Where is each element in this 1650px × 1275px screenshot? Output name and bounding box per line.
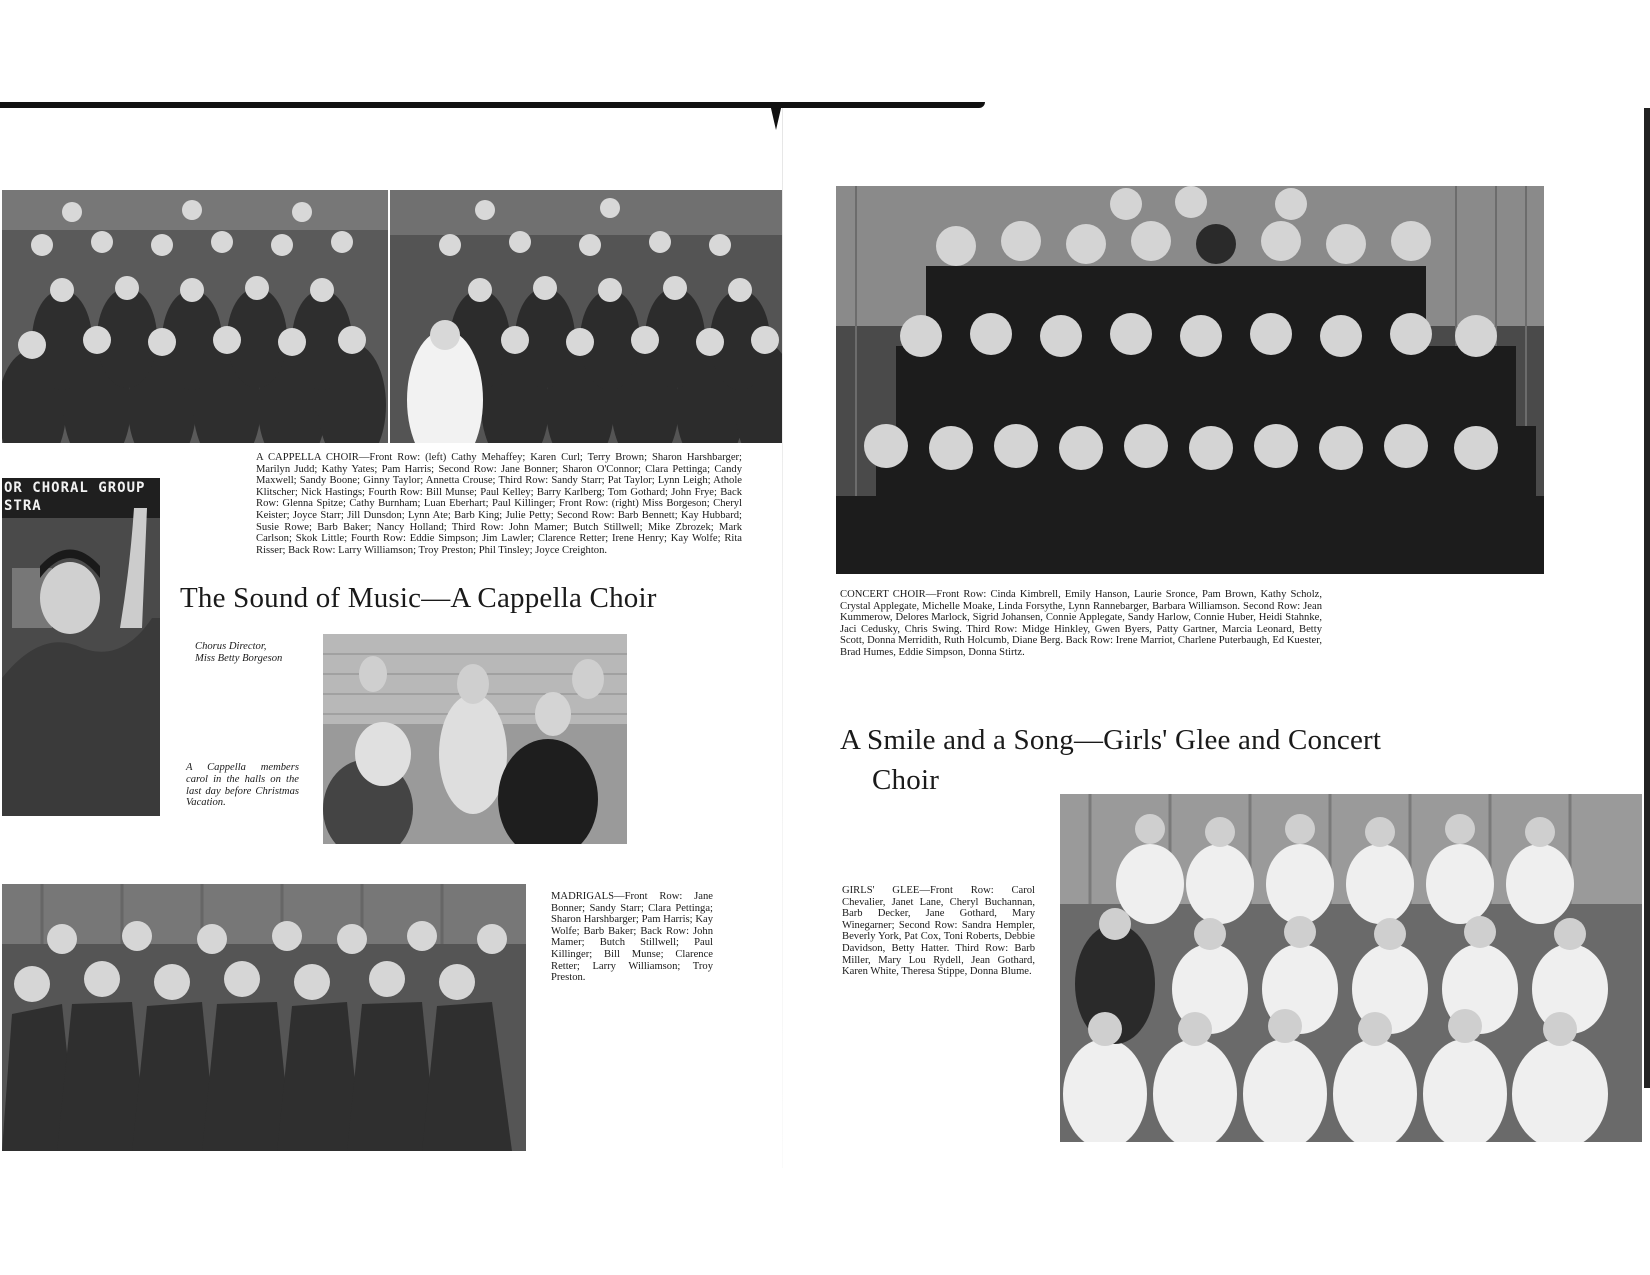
acappella-photo-right	[390, 190, 782, 443]
madrigals-photo	[2, 884, 526, 1151]
concert-choir-caption	[840, 589, 1322, 659]
acappella-headline: The Sound of Music—A Cappella Choir	[180, 582, 657, 614]
girls-glee-caption-label: GIRLS' GLEE—	[842, 885, 930, 896]
hallway-caption: A Cappella members carol in the halls on the last day before Christmas Vacation.	[186, 762, 299, 809]
acappella-photo-left	[2, 190, 388, 443]
page-gutter	[782, 108, 783, 1168]
madrigals-caption-body: Front Row: Jane Bonner; Sandy Starr; Clara Pettinga; Sharon Harshbarger; Pam Harris; Kay Wolfe; Barb Baker; Back Row: John Mamer; Butch Stillwell; Paul Killinger; Bill Munse; Clarence Retter; Larry Williamson; Troy Preston.	[551, 891, 713, 984]
page-top-edge	[0, 102, 985, 108]
acappella-caption	[256, 452, 742, 556]
director-photo-sign-line-2: STRA	[4, 498, 42, 514]
director-photo-sign-line-1: OR CHORAL GROUP	[4, 480, 146, 496]
glee-concert-headline-line-1: A Smile and a Song—Girls' Glee and Concert	[840, 724, 1382, 756]
director-caption-line-1: Chorus Director,	[195, 641, 267, 652]
concert-choir-caption-body: Front Row: Cinda Kimbrell, Emily Hanson, Laurie Sronce, Pam Brown, Kathy Scholz, Crystal Applegate, Michelle Moake, Linda Forsythe, Lynn Rannebarger, Barbara Williamson. Second Row: Jean Kummerow, Delores Marlock, Sigrid Johansen, Connie Applegate, Sandy Harlow, Connie Huber, Heidi Stahnke, Jaci Cedusky, Chris Swing. Third Row: Midge Hinkley, Gwen Byers, Patty Gartner, Marcia Leonard, Betty Scott, Donna Merridith, Ruth Holcumb, Diane Berg. Back Row: Irene Marriot, Charlene Puterbaugh, Ed Kuester, Brad Humes, Eddie Simpson, Donna Stirtz.	[840, 589, 1322, 658]
hallway-photo	[323, 634, 627, 844]
director-photo	[2, 478, 160, 816]
page-fold-mark	[770, 104, 782, 130]
madrigals-caption-label: MADRIGALS—	[551, 891, 625, 902]
acappella-caption-body: Front Row: (left) Cathy Mehaffey; Karen Curl; Terry Brown; Sharon Harshbarger; Marilyn Judd; Kathy Yates; Pam Harris; Second Row: Jane Bonner; Sharon O'Connor; Clara Pettinga; Candy Maxwell; Sandy Boone; Ginny Taylor; Annetta Crouse; Third Row: Sandy Starr; Pat Taylor; Lynn Leigh; Athole Klitscher; Nick Hastings; Fourth Row: Bill Munse; Paul Kelley; Barry Karlberg; Tom Gothard; John Frye; Back Row: Glenna Spitze; Cathy Burnham; Luan Eberhart; Paul Killinger; Front Row: (right) Miss Borgeson; Cheryl Keister; Joyce Starr; Jill Dunsdon; Lynn Ate; Barb King; Julie Petty; Second Row: Barb Bennett; Kay Hubbard; Susie Rowe; Barb Baker; Nancy Holland; Third Row: John Mamer; Butch Stillwell; Mike Zbrozek; Mark Carlson; Skok Little; Fourth Row: Eddie Simpson; Jim Lawler; Clarence Retter; Irene Henry; Kay Wolfe; Rita Risser; Back Row: Larry Williamson; Troy Preston; Phil Tinsley; Joyce Creighton.	[256, 452, 742, 556]
director-caption	[195, 641, 315, 665]
director-caption-line-2: Miss Betty Borgeson	[195, 652, 283, 664]
madrigals-caption	[551, 891, 713, 984]
glee-concert-headline-line-2: Choir	[872, 764, 940, 796]
page-right-edge	[1644, 108, 1650, 1088]
girls-glee-photo	[1060, 794, 1642, 1142]
girls-glee-caption	[842, 885, 1035, 978]
concert-choir-photo	[836, 186, 1544, 574]
acappella-caption-label: A CAPPELLA CHOIR—	[256, 452, 370, 463]
glee-concert-headline	[840, 720, 1560, 800]
concert-choir-caption-label: CONCERT CHOIR—	[840, 589, 937, 600]
girls-glee-caption-body: Front Row: Carol Chevalier, Janet Lane, Cheryl Buchannan, Barb Decker, Jane Gothard, Mary Winegarner; Second Row: Sandra Hempler, Beverly York, Pat Cox, Toni Roberts, Debbie Davidson, Betty Hatter. Third Row: Barb Miller, Mary Lou Rydell, Jean Gothard, Karen White, Theresa Stippe, Donna Blume.	[842, 885, 1035, 978]
